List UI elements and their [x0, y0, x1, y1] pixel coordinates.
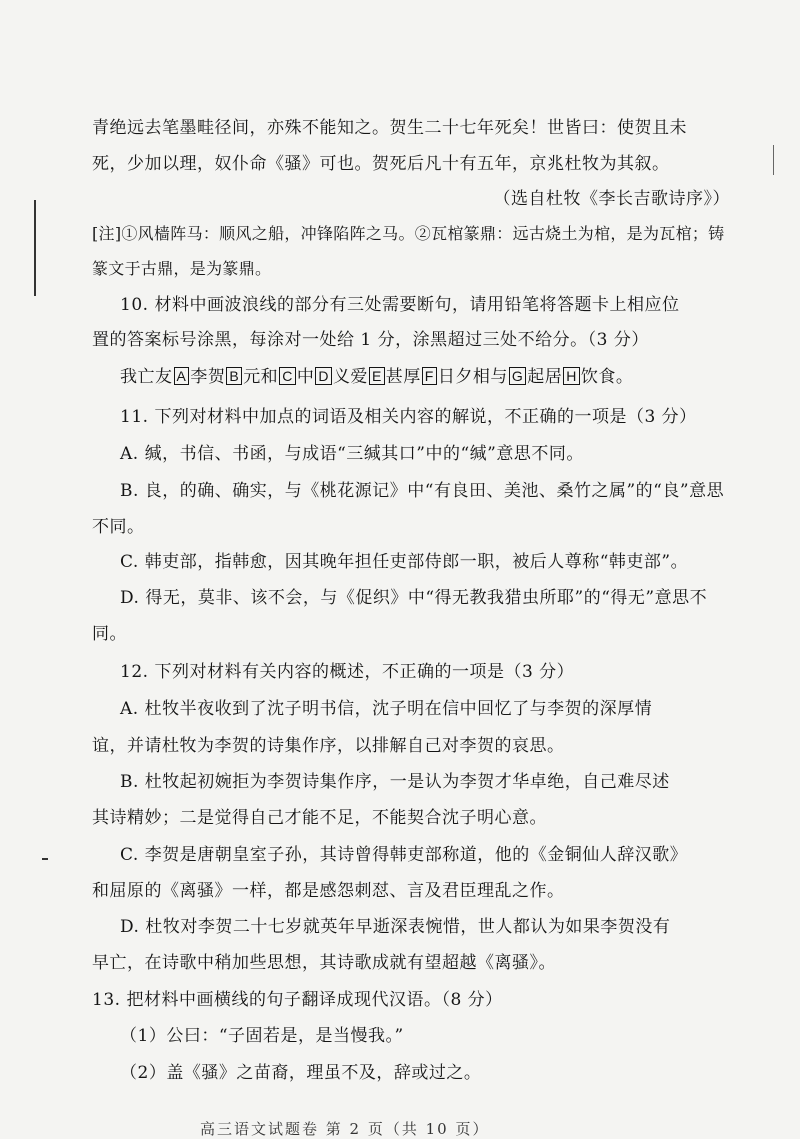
option-12a-cont: 谊，并请杜牧为李贺的诗集作序，以排解自己对李贺的哀思。	[92, 736, 565, 756]
option-11d: D. 得无，莫非、该不会，与《促织》中“得无教我猎虫所耶”的“得无”意思不	[120, 588, 708, 608]
note-line: [注]①风樯阵马：顺风之船，冲锋陷阵之马。②瓦棺篆鼎：远古烧土为棺，是为瓦棺；铸	[92, 224, 725, 243]
margin-mark	[34, 200, 36, 296]
sentence-part: 义爱	[332, 367, 368, 387]
q10-sentence	[120, 365, 760, 389]
sentence-part: 元和	[243, 367, 279, 387]
note-line: 篆文于古鼎，是为篆鼎。	[92, 259, 272, 278]
sentence-part: 饮食。	[580, 367, 634, 387]
sentence-part: 甚厚	[385, 367, 421, 387]
option-12c-cont: 和屈原的《离骚》一样，都是感怨刺怼、言及君臣理乱之作。	[92, 881, 565, 901]
option-12b-cont: 其诗精妙；二是觉得自己才能不足，不能契合沈子明心意。	[92, 808, 547, 828]
option-11c: C. 韩吏部，指韩愈，因其晚年担任吏部侍郎一职，被后人尊称“韩吏部”。	[120, 552, 689, 572]
sentence-part: 起居	[527, 367, 563, 387]
passage-line: 青绝远去笔墨畦径间，亦殊不能知之。贺生二十七年死矣！世皆曰：使贺且未	[92, 118, 687, 138]
sentence-part: 日夕相与	[437, 367, 508, 387]
question-10-cont: 置的答案标号涂黑，每涂对一处给 1 分，涂黑超过三处不给分。（3 分）	[92, 330, 649, 350]
answer-box-h: H	[563, 367, 580, 385]
answer-box-e: E	[369, 367, 385, 385]
sentence-part: 中	[296, 367, 315, 387]
question-13-1: （1）公曰：“子固若是，是当慢我。”	[120, 1026, 404, 1046]
option-12d-cont: 早亡，在诗歌中稍加些思想，其诗歌成就有望超越《离骚》。	[92, 953, 556, 973]
passage-line: 死，少加以理，奴仆命《骚》可也。贺死后凡十有五年，京兆杜牧为其叙。	[92, 154, 670, 174]
answer-box-a: A	[174, 367, 190, 385]
margin-dot	[42, 858, 48, 860]
passage-source: （选自杜牧《李长吉歌诗序》）	[493, 189, 730, 209]
answer-box-d: D	[315, 367, 332, 385]
page-footer: 高三语文试题卷 第 2 页（共 10 页）	[200, 1120, 490, 1138]
margin-mark	[773, 145, 775, 175]
option-12d: D. 杜牧对李贺二十七岁就英年早逝深表惋惜，世人都认为如果李贺没有	[120, 917, 671, 937]
option-12b: B. 杜牧起初婉拒为李贺诗集作序，一是认为李贺才华卓绝，自己难尽述	[120, 772, 670, 792]
question-12: 12. 下列对材料有关内容的概述，不正确的一项是（3 分）	[120, 662, 575, 682]
option-11b-cont: 不同。	[92, 517, 145, 537]
question-13: 13. 把材料中画横线的句子翻译成现代汉语。（8 分）	[92, 990, 503, 1010]
question-10: 10. 材料中画波浪线的部分有三处需要断句，请用铅笔将答题卡上相应位	[120, 295, 680, 315]
answer-box-c: C	[279, 367, 296, 385]
sentence-part: 我亡友	[120, 367, 173, 387]
answer-box-f: F	[422, 367, 437, 385]
option-11b: B. 良，的确、确实，与《桃花源记》中“有良田、美池、桑竹之属”的“良”意思	[120, 481, 725, 501]
answer-box-g: G	[509, 367, 526, 385]
sentence-part: 李贺	[190, 367, 226, 387]
option-11d-cont: 同。	[92, 624, 127, 644]
question-11: 11. 下列对材料中加点的词语及相关内容的解说，不正确的一项是（3 分）	[120, 407, 697, 427]
option-12a: A. 杜牧半夜收到了沈子明书信，沈子明在信中回忆了与李贺的深厚情	[120, 699, 653, 719]
option-12c: C. 李贺是唐朝皇室子孙，其诗曾得韩吏部称道，他的《金铜仙人辞汉歌》	[120, 845, 688, 865]
option-11a: A. 缄，书信、书函，与成语“三缄其口”中的“缄”意思不同。	[120, 444, 584, 464]
question-13-2: （2）盖《骚》之苗裔，理虽不及，辞或过之。	[120, 1063, 482, 1083]
answer-box-b: B	[226, 367, 242, 385]
